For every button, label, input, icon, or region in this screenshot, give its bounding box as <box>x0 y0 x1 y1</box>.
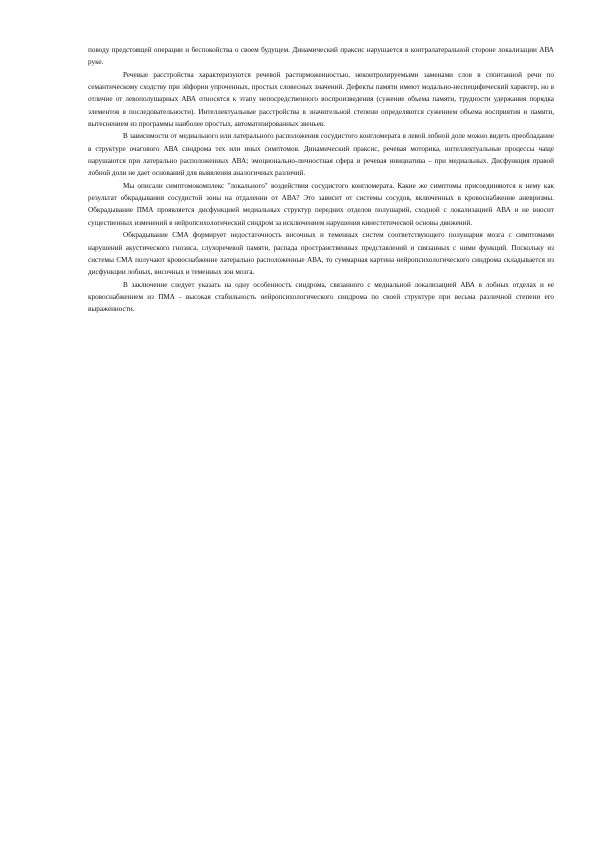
paragraph: поводу предстоящей операции и беспокойства о своем будущем. Динамический праксис нарушается в контралатеральной стороне локализации АВА руке. <box>88 46 554 67</box>
paragraph: В заключение следует указать на одну особенность синдрома, связанного с медиальной локализацией АВА в лобных отделах и ее кровоснабжением из ПМА - высокая стабильность нейропсихологического синдрома по своей структуре при весьма различной степени его выраженности. <box>88 280 554 314</box>
paragraph: В зависимости от медиального или латерального расположения сосудистого конгломерата в левой лобной доле можно видеть преобладание в структуре очагового АВА синдрома тех или иных симптомов. Динамический праксис, речевая моторика, интеллектуальные процессы чаще нарушаются при латерально расположенных АВА; эмоционально-личностная сфера и речевая инициатива – при медиальных. Дисфункция правой лобной доли не дает оснований для выявления аналогичных различий. <box>88 132 554 178</box>
paragraph: Речевые расстройства характеризуются речевой расторможенностью, неконтролируемыми заменами слов в спонтанной речи по семантическому сходству при эйфории упроченных, простых словесных значений. Дефекты памяти имеют модально-неспецифический характер, но в отличие от левополушарных АВА относятся к этапу непосредственного воспроизведения (сужение объема памяти, трудности удержания порядка элементов в последовательности). Интеллектуальные расстройства в значительной степени определяются сужением объема восприятия и памяти, вытеснением из программы наиболее простых, автоматизированных звеньев. <box>88 70 554 129</box>
body-text <box>88 44 554 316</box>
paragraph: Мы описали симптомокомплекс "локального" воздействия сосудистого конгломерата. Какие же симптомы присоединяются к нему как результат обкрадывания сосудистой зоны на отдалении от АВА? Это зависит от системы сосудов, включенных в кровоснабжение аневризмы. Обкрадывание ПМА проявляется дисфункцией медиальных структур передних отделов полушарий, сходной с локализацией АВА и не вносит существенных изменений в нейропсихологический синдром за исключением нарушения кинестетической основы движений. <box>88 181 554 227</box>
paragraph: Обкрадывание СМА формирует недостаточность височных и теменных систем соответствующего полушария мозга с симптомами нарушений акустического гнозиса, слухоречевой памяти, распада пространственных представлений и связанных с ними функций. Поскольку из системы СМА получают кровоснабжение латерально расположенные АВА, то суммарная картина нейропсихологического синдрома складывается из дисфункции лобных, височных и теменных зон мозга. <box>88 231 554 277</box>
